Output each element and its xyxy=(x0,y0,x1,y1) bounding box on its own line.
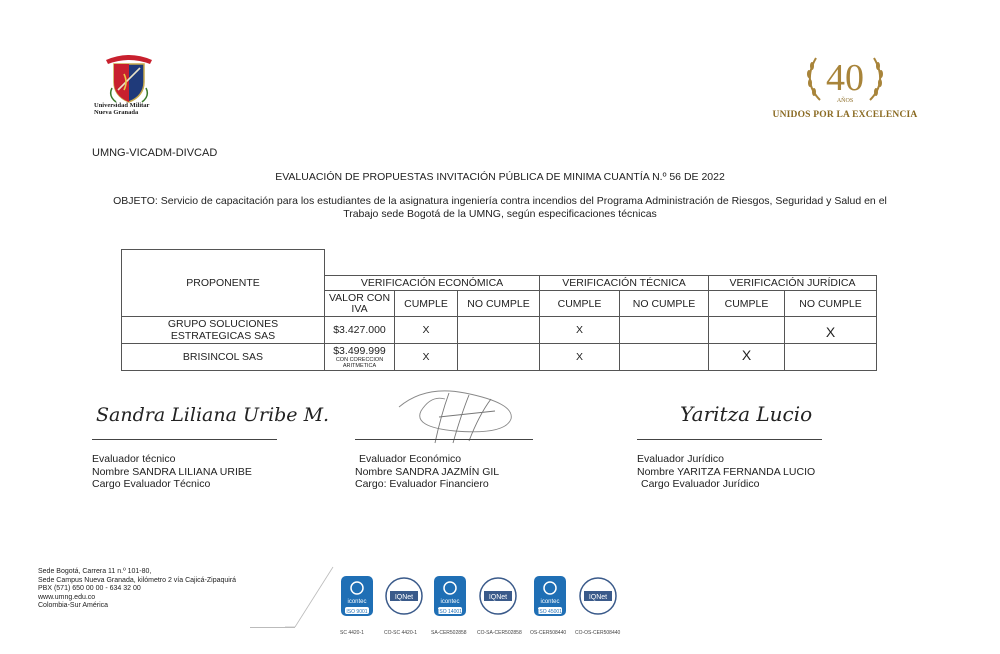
document-title: EVALUACIÓN DE PROPUESTAS INVITACIÓN PÚBLICA DE MINIMA CUANTÍA N.º 56 DE 2022 xyxy=(275,171,725,183)
col-jur-cumple: CUMPLE xyxy=(708,290,785,317)
cert-code-3: SA-CER502858 xyxy=(431,630,467,636)
row2-valor xyxy=(324,343,395,371)
objeto-paragraph xyxy=(100,195,900,221)
col-eco-no-cumple: NO CUMPLE xyxy=(457,290,540,317)
svg-text:ISO 14001: ISO 14001 xyxy=(438,609,462,615)
sig3-name: Nombre YARITZA FERNANDA LUCIO xyxy=(637,465,816,478)
svg-text:40: 40 xyxy=(826,57,864,99)
svg-text:ISO 45001: ISO 45001 xyxy=(538,609,562,615)
col-jur-no-cumple: NO CUMPLE xyxy=(784,290,877,317)
header-spacer xyxy=(324,249,877,276)
svg-text:IQNet: IQNet xyxy=(488,594,508,601)
col-tec-cumple: CUMPLE xyxy=(539,290,620,317)
svg-text:icontec: icontec xyxy=(540,599,560,605)
signature-line-2 xyxy=(355,439,533,440)
cert-code-2: CO-SC 4420-1 xyxy=(384,630,418,636)
signature-3 xyxy=(676,395,816,435)
row2-proponente: BRISINCOL SAS xyxy=(121,343,325,371)
motto-ribbon xyxy=(104,42,154,52)
laurel-icon xyxy=(770,52,920,104)
footer-address-1: Sede Bogotá, Carrera 11 n.º 101-80, xyxy=(38,568,152,575)
cert-icontec-9001 xyxy=(339,574,375,624)
signature-1 xyxy=(92,395,330,431)
signature-line-3 xyxy=(637,439,822,440)
sig3-cargo: Cargo Evaluador Jurídico xyxy=(641,478,760,490)
sig1-cargo: Cargo Evaluador Técnico xyxy=(92,478,211,490)
umng-shield-icon xyxy=(104,52,154,104)
group-juridica: VERIFICACIÓN JURÍDICA xyxy=(708,275,877,291)
cert-icontec-45001 xyxy=(532,574,568,624)
evaluation-table xyxy=(121,249,877,371)
iqnet-icon xyxy=(478,574,518,624)
sig2-role: Evaluador Económico xyxy=(359,453,462,465)
row1-proponente: GRUPO SOLUCIONES ESTRATEGICAS SAS xyxy=(121,316,325,344)
col-eco-cumple: CUMPLE xyxy=(394,290,458,317)
svg-text:icontec: icontec xyxy=(347,599,367,605)
row2-valor-note: CON CORECCION ARITMETICA xyxy=(335,356,384,369)
cert-icontec-14001 xyxy=(432,574,468,624)
svg-text:AÑOS: AÑOS xyxy=(836,98,854,104)
icontec-icon xyxy=(339,574,375,624)
sig2-cargo: Cargo: Evaluador Financiero xyxy=(355,478,489,490)
cert-code-4: CO-SA-CER502858 xyxy=(477,630,522,636)
svg-text:CIENCIA · PATRIA · FAMILIA: CIENCIA · PATRIA · FAMILIA xyxy=(102,46,156,51)
cert-iqnet-1 xyxy=(384,574,420,624)
cert-iqnet-3 xyxy=(578,574,614,624)
row2-jur-no-cumple xyxy=(784,343,877,371)
svg-text:Yaritza Lucio: Yaritza Lucio xyxy=(680,402,813,426)
document-code: UMNG-VICADM-DIVCAD xyxy=(92,147,218,159)
anniversary-logo xyxy=(770,52,920,124)
row1-jur-cumple xyxy=(708,316,785,344)
cert-iqnet-2 xyxy=(478,574,514,624)
row2-eco-no-cumple xyxy=(457,343,540,371)
footer-address-2: Sede Campus Nueva Granada, kilómetro 2 vía Cajicá-Zipaquirá xyxy=(38,576,237,584)
anniversary-motto: UNIDOS POR LA EXCELENCIA xyxy=(772,110,918,120)
svg-text:ISO 9001: ISO 9001 xyxy=(346,609,368,615)
cert-code-6: CO-OS-CER508440 xyxy=(575,630,621,636)
row2-eco-cumple: X xyxy=(394,343,458,371)
sig1-role: Evaluador técnico xyxy=(92,453,176,465)
signature-line-1 xyxy=(92,439,277,440)
footer-contact xyxy=(38,568,236,611)
objeto-label: OBJETO: xyxy=(113,195,158,207)
row2-jur-cumple: X xyxy=(708,343,785,371)
col-tec-no-cumple: NO CUMPLE xyxy=(619,290,709,317)
sig1-name: Nombre SANDRA LILIANA URIBE xyxy=(92,465,252,478)
proponente-header: PROPONENTE xyxy=(121,249,325,317)
icontec-icon xyxy=(532,574,568,624)
svg-text:IQNet: IQNet xyxy=(394,594,414,601)
umng-logo xyxy=(92,38,167,128)
objeto-text: Servicio de capacitación para los estudiantes de la asignatura ingeniería contra incendios del Programa Administración de Riesgos, Seguridad y Salud en el Trabajo sede Bogotá de la UMNG, según especificaciones técnicas xyxy=(157,195,887,220)
iqnet-icon xyxy=(578,574,618,624)
footer-website[interactable]: www.umng.edu.co xyxy=(38,593,96,601)
signature-block-1 xyxy=(92,453,252,491)
sig2-name: Nombre SANDRA JAZMÍN GIL xyxy=(355,465,500,478)
row2-tec-no-cumple xyxy=(619,343,709,371)
row1-tec-cumple: X xyxy=(539,316,620,344)
row1-tec-no-cumple xyxy=(619,316,709,344)
footer-country: Colombia-Sur América xyxy=(38,602,109,609)
umng-name: Universidad Militar Nueva Granada xyxy=(94,102,150,116)
row2-valor-amount: $3.499.999 xyxy=(333,344,386,357)
cert-code-5: OS-CER508440 xyxy=(530,630,567,636)
row1-jur-no-cumple: X xyxy=(784,316,877,344)
group-economica: VERIFICACIÓN ECONÓMICA xyxy=(324,275,540,291)
svg-text:icontec: icontec xyxy=(440,599,460,605)
footer-phone: PBX (571) 650 00 00 - 634 32 00 xyxy=(38,585,141,592)
signature-block-2 xyxy=(355,453,499,491)
cert-code-1: SC 4420-1 xyxy=(340,630,364,636)
row2-tec-cumple: X xyxy=(539,343,620,371)
signature-block-3 xyxy=(637,453,815,491)
footer-divider xyxy=(285,565,345,635)
footer-divider-line xyxy=(250,627,295,628)
col-valor: VALOR CON IVA xyxy=(324,290,395,317)
row1-eco-cumple: X xyxy=(394,316,458,344)
icontec-icon xyxy=(432,574,468,624)
sig3-role: Evaluador Jurídico xyxy=(637,453,724,465)
group-tecnica: VERIFICACIÓN TÉCNICA xyxy=(539,275,709,291)
row1-valor: $3.427.000 xyxy=(324,316,395,344)
svg-text:IQNet: IQNet xyxy=(588,594,608,601)
row1-eco-no-cumple xyxy=(457,316,540,344)
iqnet-icon xyxy=(384,574,424,624)
svg-text:Sandra Liliana Uribe M.: Sandra Liliana Uribe M. xyxy=(96,404,330,426)
signature-2 xyxy=(395,385,525,447)
